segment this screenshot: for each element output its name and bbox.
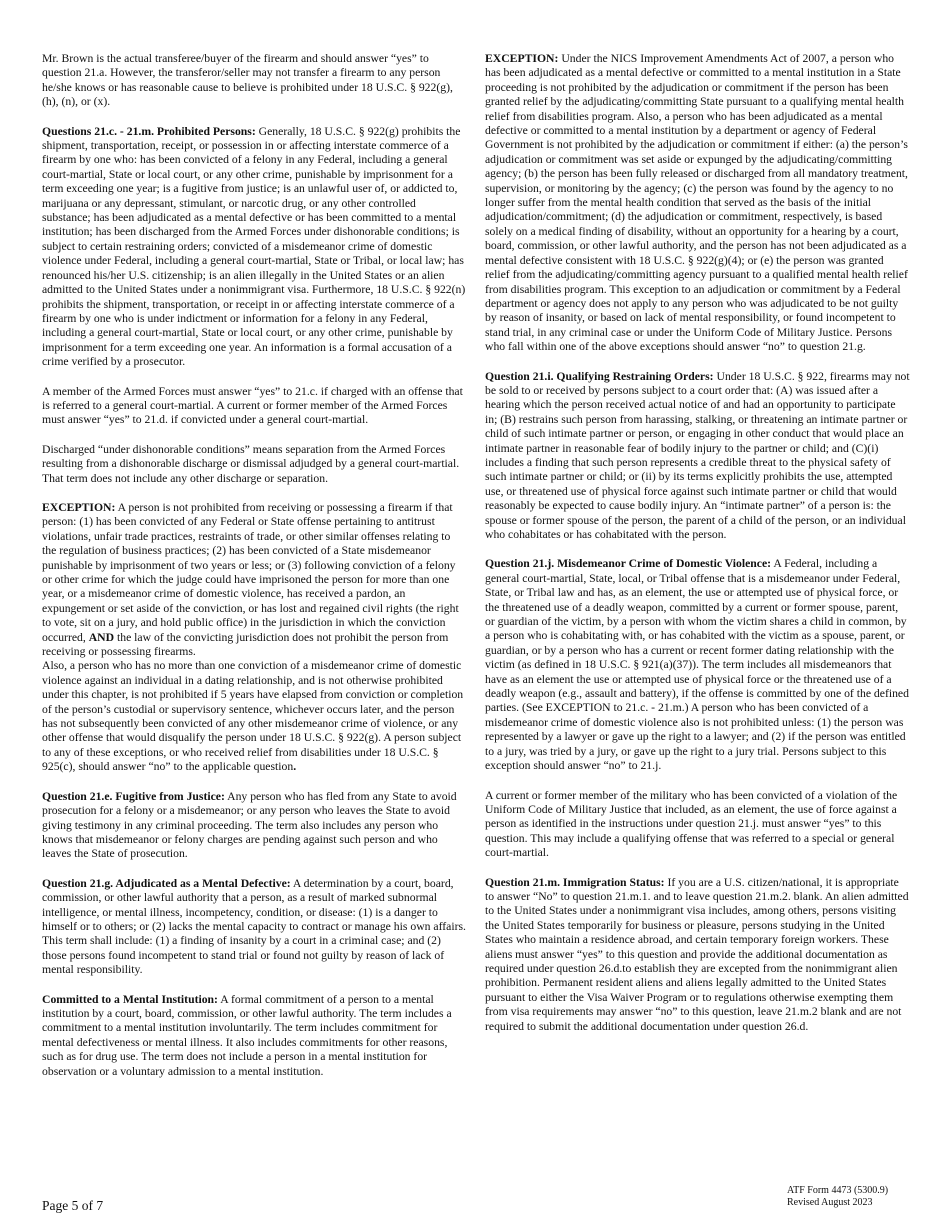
text-dating-relationship: Also, a person who has no more than one conviction of a misdemeanor crime of domestic violence against an individual in a dating relationship, and is not otherwise prohibited under this chapter, is not prohibited if 5 years have elapsed from conviction or completion of the person’s custodial or supervisory sentence, whichever occurs later, and the person has not subsequently been convicted of any other misdemeanor crime of violence, or any other offense that would disqualify the person under 18 U.S.C. § 922(g). A person subject to any of these exceptions, or who received relief from disabilities under 18 U.S.C. § 925(c), should answer “no” to the applicable question: [42, 659, 464, 774]
text-mental-institution: A formal commitment of a person to a mental institution by a court, board, commission, or other lawful authority. The term includes a commitment to a mental institution involuntarily. The term includes commitment for mental defectiveness or mental illness. It also includes commitments for other reasons, such as for drug use. The term does not include a person in a mental institution for observation or a voluntary admission to a mental institution.: [42, 992, 452, 1078]
paragraph-armed-forces: A member of the Armed Forces must answer “yes” to 21.c. if charged with an offense that is referred to a general court-martial. A current or former member of the Armed Forces must answer “yes” to 21.d. if convicted under a general court-martial.: [42, 384, 463, 427]
heading-nics-exception: EXCEPTION:: [485, 52, 559, 65]
paragraph-mental-defective: [42, 877, 467, 978]
text-mental-defective: A determination by a court, board, commission, or other lawful authority that a person, as a result of marked subnormal intelligence, or mental illness, incompetency, condition, or disease: (1) is a danger to himself or to others; or (2) lacks the mental capacity to contract or manage his own affairs. This term shall include: (1) a finding of insanity by a court in a criminal case; and (2) those persons found incompetent to stand trial or found not guilty by reason of lack of mental responsibility.: [42, 876, 466, 977]
revision-date: Revised August 2023: [787, 1197, 873, 1208]
heading-mental-institution: Committed to a Mental Institution:: [42, 992, 218, 1006]
heading-exception-left: EXCEPTION:: [42, 500, 116, 514]
heading-fugitive: Question 21.e. Fugitive from Justice:: [42, 789, 225, 803]
heading-domestic-violence: Question 21.j. Misdemeanor Crime of Domestic Violence:: [485, 557, 772, 571]
heading-immigration: Question 21.m. Immigration Status:: [485, 875, 665, 889]
text-domestic-violence: A Federal, including a general court-martial, State, local, or Tribal offense that is a misdemeanor under Federal, State, or Tribal law and has, as an element, the use or attempted use of physical force, or the threatened use of a deadly weapon, committed by a current or former spouse, parent, or guardian of the victim, by a person with whom the victim shares a child in common, by a person who is cohabitating with, or has cohabited with the victim as a spouse, parent, or guardian, or by a person who has a current or recent former dating relationship with the victim (as defined in 18 U.S.C. § 921(a)(37)). The term includes all misdemeanors that have as an element the use or attempted use of physical force or the threatened use of a deadly weapon (e.g., assault and battery), if the offense is committed by one of the defined parties. (See EXCEPTION to 21.c. - 21.m.) A person who has been convicted of a misdemeanor crime of domestic violence also is not prohibited unless: (1) the person was represented by a lawyer or gave up the right to a lawyer; and (2) if the person was entitled to a jury, was tried by a jury, or gave up the right to a jury trial. Persons subject to this exception should answer “no” to 21.j.: [485, 557, 909, 773]
paragraph-mental-institution: [42, 993, 467, 1079]
heading-mental-defective: Question 21.g. Adjudicated as a Mental Defective:: [42, 876, 291, 890]
heading-prohibited-persons: Questions 21.c. - 21.m. Prohibited Persons:: [42, 124, 256, 138]
text-immigration: If you are a U.S. citizen/national, it is appropriate to answer “No” to question 21.m.1. and to leave question 21.m.2. blank. An alien admitted to the United States under a nonimmigrant visa includes, among others, persons visiting the United States temporarily for business or pleasure, persons studying in the United States who maintain a residence abroad, and certain temporary foreign workers. These aliens must answer “yes” to this question and provide the additional documentation as required under question 26.d.to establish they are excepted from the nonimmigrant alien prohibition. Permanent resident aliens and aliens legally admitted to the United States pursuant to either the Visa Waiver Program or to regulations otherwise exempting them from visa requirements may answer “no” to this question, leave 21.m.2 blank and are not required to submit the additional documentation under question 26.d.: [485, 875, 909, 1033]
paragraph-exception-left: [42, 501, 467, 659]
paragraph-dishonorable: Discharged “under dishonorable conditions” means separation from the Armed Forces resulting from a dishonorable discharge or dismissal adjudged by a general court-martial. That term does not include any other discharge or separation.: [42, 442, 460, 485]
paragraph-brown-example: Mr. Brown is the actual transferee/buyer of the firearm and should answer “yes” to question 21.a. However, the transferor/seller may not transfer a firearm to any person he/she knows or has reasonable cause to believe is prohibited under 18 U.S.C. § 922(g), (h), (n), or (x).: [42, 52, 453, 109]
form-number: ATF Form 4473 (5300.9): [787, 1185, 889, 1196]
text-exception-left-a: A person is not prohibited from receiving or possessing a firearm if that person: (1) has been convicted of any Federal or State offense pertaining to antitrust violations, unfair trade practices, restraints of trade, or other similar offenses relating to the regulation of business practices; (2) has been convicted of a State misdemeanor punishable by imprisonment of two years or less; or (3) following conviction of a felony or other crime for which the judge could have imprisoned the person for more than one year, or a misdemeanor crime of domestic violence, has received a pardon, an expungement or set aside of the conviction, or has lost and regained civil rights (the right to vote, sit on a jury, and hold public office) in the jurisdiction in which the conviction occurred,: [42, 500, 459, 644]
text-prohibited-persons: Generally, 18 U.S.C. § 922(g) prohibits the shipment, transportation, receipt, or possession in or affecting interstate commerce of a firearm by one who: has been convicted of a felony in any Federal, including a general court-martial, State or local court, or any other crime, punishable by imprisonment for a term exceeding one year; is a fugitive from justice; is an unlawful user of, or addicted to, marijuana or any depressant, stimulant, or narcotic drug, or any other controlled substance; has been adjudicated as a mental defective or has been committed to a mental institution; has been discharged from the Armed Forces under dishonorable conditions; is subject to certain restraining orders; convicted of a misdemeanor crime of domestic violence under Federal, including a general court-martial, State or Tribal, or local law; has renounced his/her U.S. citizenship; is an alien illegally in the United States or an alien admitted to the United States under a nonimmigrant visa. Furthermore, 18 U.S.C. § 922(n) prohibits the shipment, transportation, or receipt in or affecting interstate commerce of a firearm by one who is under indictment or information for a felony in any Federal, including a general court-martial, State or local court, or any other crime, punishable by imprisonment for a term exceeding one year. An information is a formal accusation of a crime verified by a prosecutor.: [42, 124, 466, 369]
page-number: Page 5 of 7: [42, 1198, 104, 1213]
text-fugitive: Any person who has fled from any State to avoid prosecution for a felony or a misdemeanor; or any person who leaves the State to avoid giving testimony in any criminal proceeding. The term also includes any person who knows that misdemeanor or felony charges are pending against such person and who leaves the State of prosecution.: [42, 789, 457, 861]
left-column: [42, 52, 467, 1094]
paragraph-nics-exception: [485, 52, 910, 355]
paragraph-prohibited-persons: [42, 125, 467, 370]
heading-restraining-orders: Question 21.i. Qualifying Restraining Orders:: [485, 369, 714, 383]
paragraph-restraining-orders: [485, 370, 910, 543]
paragraph-military-conviction: A current or former member of the military who has been convicted of a violation of the Uniform Code of Military Justice that included, as an element, the use of force against a person as identified in the instructions under question 21.j. must answer “yes” to this question. This may include a qualifying offense that was referred to a special or general court-martial.: [485, 788, 898, 860]
form-identifier: [787, 1185, 888, 1209]
right-column: [485, 52, 910, 1049]
text-dating-period: .: [293, 760, 297, 774]
text-restraining-orders: Under 18 U.S.C. § 922, firearms may not be sold to or received by persons subject to a court order that: (A) was issued after a hearing which the person received actual notice of and had an opportunity to participate in; (B) restrains such person from harassing, stalking, or threatening an intimate partner or child of such intimate partner or person, or engaging in other conduct that would place an intimate partner in reasonable fear of bodily injury to the partner or child; and (C)(i) includes a finding that such person represents a credible threat to the physical safety of such intimate partner or child; or (ii) by its terms explicitly prohibits the use, attempted use, or threatened use of physical force against such intimate partner or child that would reasonably be expected to cause bodily injury. An “intimate partner” of a person is: the spouse or former spouse of the person, the parent of a child of the person, or an individual who cohabitates or has cohabitated with the person.: [485, 369, 910, 541]
text-exception-left-b: the law of the convicting jurisdiction does not prohibit the person from receiving or possessing firearms.: [42, 630, 449, 659]
paragraph-domestic-violence: [485, 557, 910, 773]
text-nics-exception: Under the NICS Improvement Amendments Act of 2007, a person who has been adjudicated as a mental defective or committed to a mental institution in a State proceeding is not prohibited by the adjudication or commitment if the person has been granted relief by the adjudicating/committing State pursuant to a qualifying mental health relief from disabilities program. Also, a person who has been adjudicated as a mental defective or committed to a mental institution by a department or agency of Federal Government is not prohibited by the adjudication or commitment if either: (a) the person’s adjudication or commitment was set aside or expunged by the adjudicating/committing agency; (b) the person has been fully released or discharged from all mandatory treatment, supervision, or monitoring by the agency; (c) the person was found by the agency to no longer suffer from the mental health condition that served as the basis of the initial adjudication/commitment; (d) the adjudication or commitment, respectively, is based solely on a medical finding of disability, without an opportunity for a hearing by a court, board, commission, or other lawful authority, and the person has not been adjudicated as a mental defective consistent with 18 U.S.C. § 922(g)(4); or (e) the person was granted relief from the adjudicating/committing agency pursuant to a qualified mental health relief from disabilities program. This exception to an adjudication or commitment by a Federal department or agency does not apply to any person who was adjudicated to be not guilty by reason of insanity, or based on lack of mental responsibility, or found incompetent to stand trial, in any criminal case or under the Uniform Code of Military Justice. Persons who fall within one of the above exceptions should answer “no” to question 21.g.: [485, 52, 908, 354]
paragraph-fugitive: [42, 790, 467, 862]
text-and-emphasis: AND: [88, 630, 115, 644]
paragraph-dating-relationship: [42, 659, 467, 774]
paragraph-immigration: [485, 876, 910, 1034]
